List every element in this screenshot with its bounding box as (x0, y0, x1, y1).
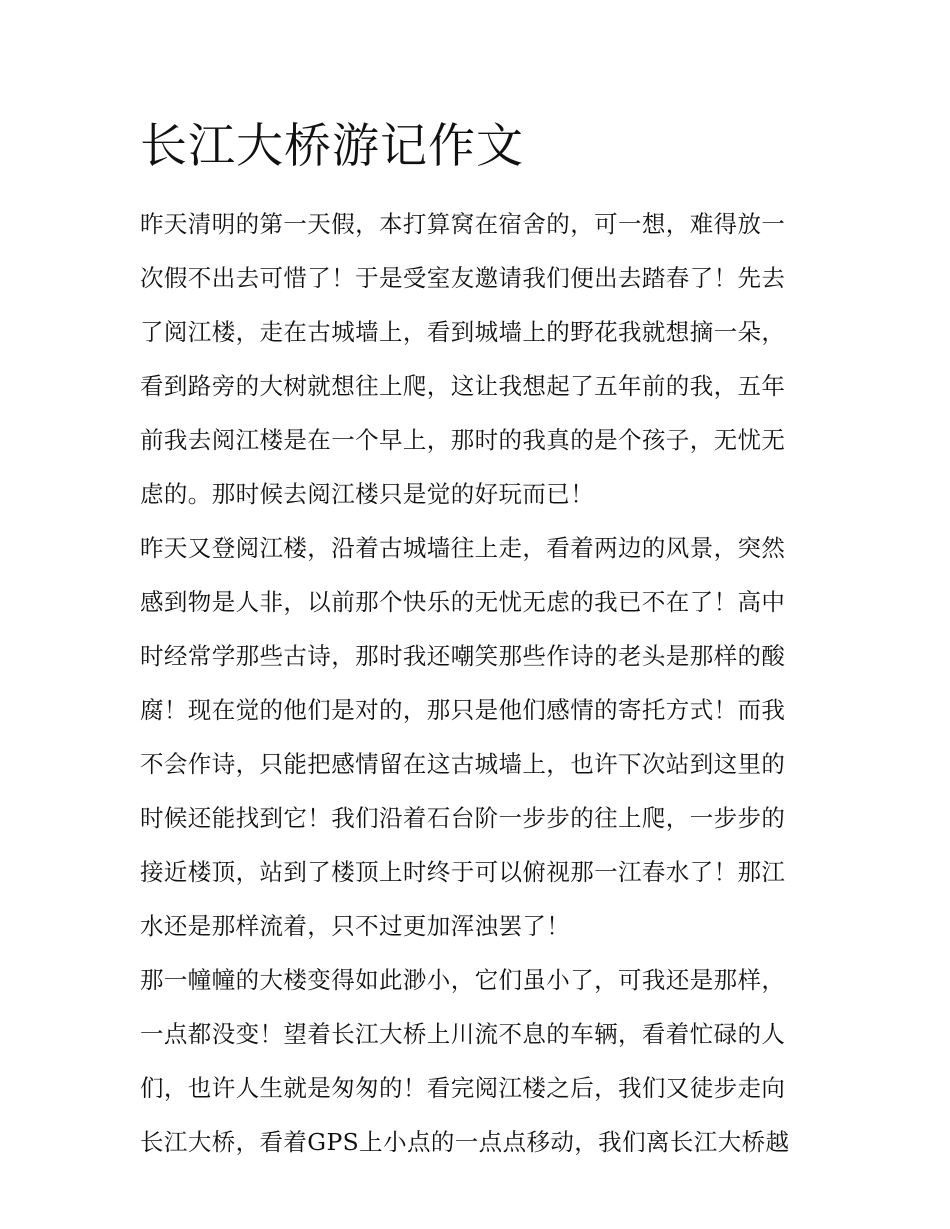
text-line: 前我去阅江楼是在一个早上，那时的我真的是个孩子，无忧无 (140, 426, 786, 454)
text-line: 看到路旁的大树就想往上爬，这让我想起了五年前的我，五年 (140, 372, 786, 400)
text-line: 虑的。那时候去阅江楼只是觉的好玩而已！ (140, 480, 595, 508)
text-line: 接近楼顶，站到了楼顶上时终于可以俯视那一江春水了！那江 (140, 858, 786, 886)
text-line: 感到物是人非，以前那个快乐的无忧无虑的我已不在了！高中 (140, 588, 786, 616)
text-line: 时经常学那些古诗，那时我还嘲笑那些作诗的老头是那样的酸 (140, 642, 786, 670)
text-line: 昨天又登阅江楼，沿着古城墙往上走，看着两边的风景，突然 (140, 534, 786, 562)
text-line: 那一幢幢的大楼变得如此渺小，它们虽小了，可我还是那样， (140, 966, 786, 994)
text-line: 昨天清明的第一天假，本打算窝在宿舍的，可一想，难得放一 (140, 210, 786, 238)
text-line: 腐！现在觉的他们是对的，那只是他们感情的寄托方式！而我 (140, 696, 786, 724)
text-line: 了阅江楼，走在古城墙上，看到城墙上的野花我就想摘一朵， (140, 318, 786, 346)
text-line: 水还是那样流着，只不过更加浑浊罢了！ (140, 912, 571, 940)
text-line: 时候还能找到它！我们沿着石台阶一步步的往上爬，一步步的 (140, 804, 786, 832)
text-line: 一点都没变！望着长江大桥上川流不息的车辆，看着忙碌的人 (140, 1020, 786, 1048)
text-line: 长江大桥，看着GPS上小点的一点点移动，我们离长江大桥越 (140, 1128, 790, 1156)
document-body (140, 197, 810, 1169)
text-line: 们，也许人生就是匆匆的！看完阅江楼之后，我们又徒步走向 (140, 1074, 786, 1102)
text-line: 不会作诗，只能把感情留在这古城墙上，也许下次站到这里的 (140, 750, 786, 778)
text-line: 次假不出去可惜了！于是受室友邀请我们便出去踏春了！先去 (140, 264, 786, 292)
document-title: 长江大桥游记作文 (140, 119, 524, 174)
